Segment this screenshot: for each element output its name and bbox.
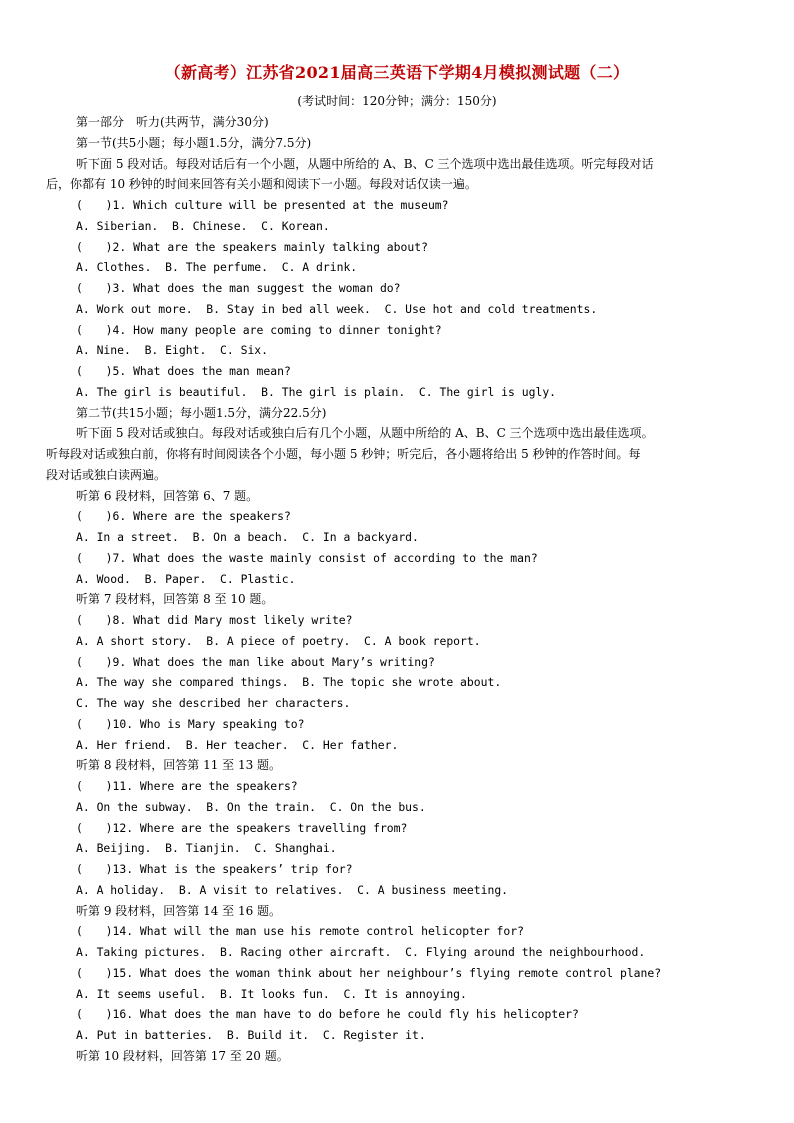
material-heading: 听第 8 段材料，回答第 11 至 13 题。 [76,758,282,773]
material-heading: 听第 6 段材料，回答第 6、7 题。 [76,488,259,503]
question-5: ( )5. What does the man mean? [76,364,291,378]
question-15: ( )15. What does the woman think about her neighbour’s flying remote control plane? [76,965,662,980]
instruction-line: 后，你都有 10 秒钟的时间来回答有关小题和阅读下一小题。每段对话仅读一遍。 [46,177,477,192]
material-heading: 听第 7 段材料，回答第 8 至 10 题。 [76,592,274,607]
instruction-line: 听下面 5 段对话。每段对话后有一个小题，从题中所给的 A、B、C 三个选项中选出最佳选项。听完每段对话 [76,156,654,171]
options-6: A. In a street. B. On a beach. C. In a backyard. [76,530,419,544]
question-1: ( )1. Which culture will be presented at the museum? [76,198,449,212]
options-4: A. Nine. B. Eight. C. Six. [76,343,269,358]
options-1: A. Siberian. B. Chinese. C. Korean. [76,218,330,233]
question-16: ( )16. What does the man have to do before he could fly his helicopter? [76,1007,579,1022]
page-title: （新高考）江苏省2021届高三英语下学期4月模拟测试题（二） [164,63,630,82]
options-11: A. On the subway. B. On the train. C. On the bus. [76,799,426,814]
question-9: ( )9. What does the man like about Mary’s writing? [76,654,435,669]
instruction-line: 听每段对话或独白前，你将有时间阅读各个小题，每小题 5 秒钟；听完后，各小题将给出 5 秒钟的作答时间。每 [46,447,641,461]
question-11: ( )11. Where are the speakers? [76,779,298,793]
part-heading: 第一部分 听力(共两节，满分30分) [76,115,269,129]
options-9: A. The way she compared things. B. The topic she wrote about. [76,675,502,690]
options-12: A. Beijing. B. Tianjin. C. Shanghai. [76,841,337,856]
exam-body [46,112,756,1067]
exam-info: (考试时间：120分钟；满分：150分) [297,94,497,108]
question-6: ( )6. Where are the speakers? [76,509,291,524]
question-10: ( )10. Who is Mary speaking to? [76,716,305,731]
question-3: ( )3. What does the man suggest the woman do? [76,281,401,295]
options-5: A. The girl is beautiful. B. The girl is plain. C. The girl is ugly. [76,384,557,399]
options-3: A. Work out more. B. Stay in bed all week. C. Use hot and cold treatments. [76,301,598,316]
material-heading: 听第 9 段材料，回答第 14 至 16 题。 [76,903,282,918]
options-2: A. Clothes. B. The perfume. C. A drink. [76,260,358,275]
options-10: A. Her friend. B. Her teacher. C. Her father. [76,737,399,752]
instruction-line: 听下面 5 段对话或独白。每段对话或独白后有几个小题，从题中所给的 A、B、C 三个选项中选出最佳选项。 [76,426,654,441]
options-15: A. It seems useful. B. It looks fun. C. It is annoying. [76,986,467,1001]
question-2: ( )2. What are the speakers mainly talking about? [76,239,428,254]
section-heading: 第二节(共15小题；每小题1.5分，满分22.5分) [76,405,327,420]
options-16: A. Put in batteries. B. Build it. C. Register it. [76,1028,426,1042]
question-7: ( )7. What does the waste mainly consist of according to the man? [76,550,538,565]
question-4: ( )4. How many people are coming to dinner tonight? [76,322,442,337]
question-12: ( )12. Where are the speakers travelling from? [76,820,408,835]
question-8: ( )8. What did Mary most likely write? [76,613,353,627]
material-heading: 听第 10 段材料，回答第 17 至 20 题。 [76,1048,289,1063]
instruction-line: 段对话或独白读两遍。 [46,467,167,482]
options-8: A. A short story. B. A piece of poetry. C. A book report. [76,633,481,648]
question-14: ( )14. What will the man use his remote control helicopter for? [76,924,524,939]
options-9: C. The way she described her characters. [76,696,351,710]
question-13: ( )13. What is the speakers’ trip for? [76,862,353,876]
section-heading: 第一节(共5小题；每小题1.5分，满分7.5分) [76,135,312,150]
options-13: A. A holiday. B. A visit to relatives. C. A business meeting. [76,882,509,897]
options-7: A. Wood. B. Paper. C. Plastic. [76,571,296,586]
options-14: A. Taking pictures. B. Racing other aircraft. C. Flying around the neighbourhood. [76,945,646,959]
